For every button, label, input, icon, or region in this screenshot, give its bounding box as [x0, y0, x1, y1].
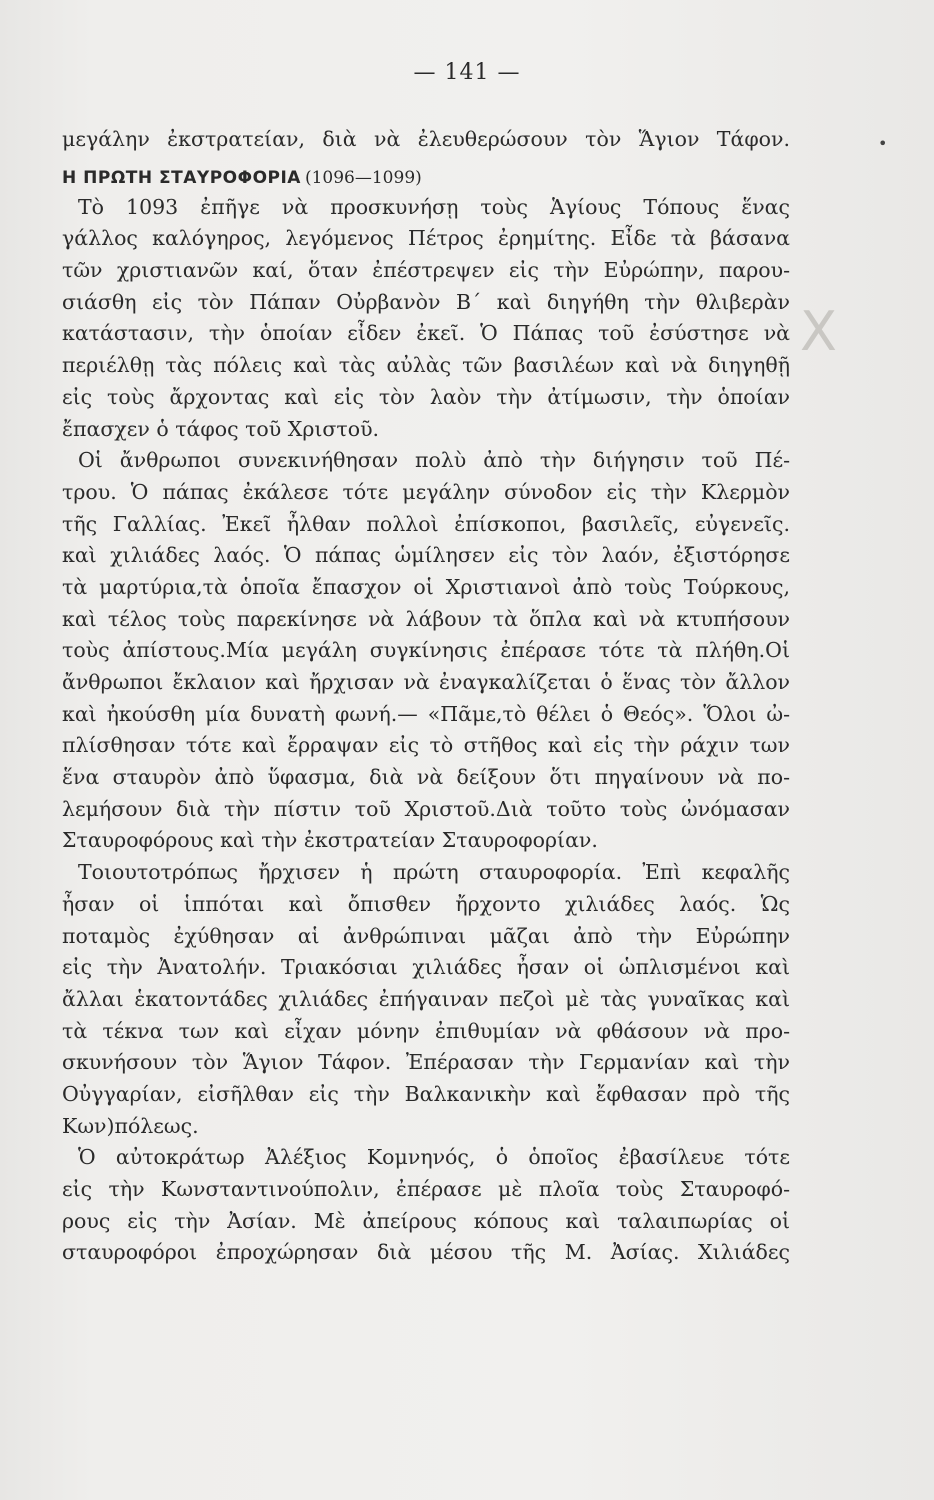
text-line: σκυνήσουν τὸν Ἅγιον Τάφον. Ἐπέρασαν τὴν Γερμανίαν καὶ τὴν: [62, 1050, 790, 1075]
text-line: πλίσθησαν τότε καὶ ἔρραψαν εἰς τὸ στῆθος καὶ εἰς τὴν ράχιν των: [62, 733, 790, 758]
heading-dates: (1096—1099): [304, 167, 422, 188]
text-line: Οἱ ἄνθρωποι συνεκινήθησαν πολὺ ἀπὸ τὴν διήγησιν τοῦ Πέ-: [78, 448, 790, 473]
text-line: εἰς τοὺς ἄρχοντας καὶ εἰς τὸν λαὸν τὴν ἀτίμωσιν, τὴν ὁποίαν: [62, 384, 790, 409]
body-text: [62, 124, 790, 1269]
text-line: τρου. Ὁ πάπας ἐκάλεσε τότε μεγάλην σύνοδον εἰς τὴν Κλερμὸν: [62, 479, 790, 504]
text-line: γάλλος καλόγηρος, λεγόμενος Πέτρος ἐρημίτης. Εἶδε τὰ βάσανα: [62, 226, 790, 251]
text-line: τὰ τέκνα των καὶ εἶχαν μόνην ἐπιθυμίαν νὰ φθάσουν νὰ προ-: [62, 1018, 790, 1043]
text-line: λεμήσουν διὰ τὴν πίστιν τοῦ Χριστοῦ.Διὰ τοῦτο τοὺς ὠνόμασαν: [62, 796, 790, 821]
text-line: σιάσθη εἰς τὸν Πάπαν Οὐρβανὸν Β΄ καὶ διηγήθη τὴν θλιβερὰν: [62, 289, 790, 314]
text-line: ἔπασχεν ὁ τάφος τοῦ Χριστοῦ.: [62, 416, 380, 441]
text-line: Τοιουτοτρόπως ἤρχισεν ἡ πρώτη σταυροφορία. Ἐπὶ κεφαλῆς: [78, 860, 790, 885]
text-line: Σταυροφόρους καὶ τὴν ἐκστρατείαν Σταυροφορίαν.: [62, 828, 598, 853]
text-line: εἰς τὴν Κωνσταντινούπολιν, ἐπέρασε μὲ πλοῖα τοὺς Σταυροφό-: [62, 1177, 790, 1201]
text-line: ἦσαν οἱ ἱππόται καὶ ὄπισθεν ἤρχοντο χιλιάδες λαός. Ὡς: [62, 891, 790, 916]
section-heading: [62, 156, 790, 192]
text-line: καὶ χιλιάδες λαός. Ὁ πάπας ὡμίλησεν εἰς τὸν λαόν, ἐξιστόρησε: [62, 543, 790, 568]
text-line: ποταμὸς ἐχύθησαν αἱ ἀνθρώπιναι μᾶζαι ἀπὸ τὴν Εὐρώπην: [62, 923, 790, 948]
text-line: καὶ τέλος τοὺς παρεκίνησε νὰ λάβουν τὰ ὅπλα καὶ νὰ κτυπήσουν: [62, 606, 790, 631]
page-number: — 141 —: [413, 60, 521, 85]
text-line: τῆς Γαλλίας. Ἐκεῖ ἦλθαν πολλοὶ ἐπίσκοποι, βασιλεῖς, εὐγενεῖς.: [62, 511, 790, 536]
text-line: μεγάλην ἐκστρατείαν, διὰ νὰ ἐλευθερώσουν τὸν Ἅγιον Τάφον.: [62, 127, 790, 151]
margin-pencil-mark: X: [800, 300, 837, 363]
text-line: Κων)πόλεως.: [62, 1113, 199, 1138]
text-line: σταυροφόροι ἐπροχώρησαν διὰ μέσου τῆς Μ. Ἀσίας. Χιλιάδες: [62, 1240, 790, 1265]
text-line: ρους εἰς τὴν Ἀσίαν. Μὲ ἀπείρους κόπους καὶ ταλαιπωρίας οἱ: [62, 1208, 790, 1233]
text-line: τοὺς ἀπίστους.Μία μεγάλη συγκίνησις ἐπέρασε τότε τὰ πλήθη.Οἱ: [62, 638, 790, 663]
text-line: Ὁ αὐτοκράτωρ Ἀλέξιος Κομνηνός, ὁ ὁποῖος ἐβασίλευε τότε: [78, 1145, 790, 1170]
text-line: καὶ ἠκούσθη μία δυνατὴ φωνή.— «Πᾶμε,τὸ θέλει ὁ Θεός». Ὅλοι ὠ-: [62, 701, 790, 726]
text-line: ἄλλαι ἑκατοντάδες χιλιάδες ἐπήγαιναν πεζοὶ μὲ τὰς γυναῖκας καὶ: [62, 986, 790, 1011]
text-line: τὰ μαρτύρια,τὰ ὁποῖα ἔπασχον οἱ Χριστιανοὶ ἀπὸ τοὺς Τούρκους,: [62, 574, 790, 599]
text-line: Τὸ 1093 ἐπῆγε νὰ προσκυνήσῃ τοὺς Ἁγίους Τόπους ἕνας: [78, 194, 790, 219]
text-line: κατάστασιν, τὴν ὁποίαν εἶδεν ἐκεῖ. Ὁ Πάπας τοῦ ἐσύστησε νὰ: [62, 321, 790, 346]
text-line: περιέλθῃ τὰς πόλεις καὶ τὰς αὐλὰς τῶν βασιλέων καὶ νὰ διηγηθῇ: [62, 353, 790, 378]
corner-mark: •: [878, 134, 888, 153]
text-line: ἕνα σταυρὸν ἀπὸ ὕφασμα, διὰ νὰ δείξουν ὅτι πηγαίνουν νὰ πο-: [62, 765, 790, 790]
text-line: Οὐγγαρίαν, εἰσῆλθαν εἰς τὴν Βαλκανικὴν καὶ ἔφθασαν πρὸ τῆς: [62, 1081, 790, 1106]
text-line: τῶν χριστιανῶν καί, ὅταν ἐπέστρεψεν εἰς τὴν Εὐρώπην, παρου-: [62, 258, 790, 283]
heading-title: Η ΠΡΩΤΗ ΣΤΑΥΡΟΦΟΡΙΑ: [62, 167, 301, 188]
text-line: ἄνθρωποι ἔκλαιον καὶ ἤρχισαν νὰ ἐναγκαλίζεται ὁ ἕνας τὸν ἄλλον: [62, 670, 790, 694]
text-line: εἰς τὴν Ἀνατολήν. Τριακόσιαι χιλιάδες ἦσαν οἱ ὡπλισμένοι καὶ: [62, 955, 790, 980]
